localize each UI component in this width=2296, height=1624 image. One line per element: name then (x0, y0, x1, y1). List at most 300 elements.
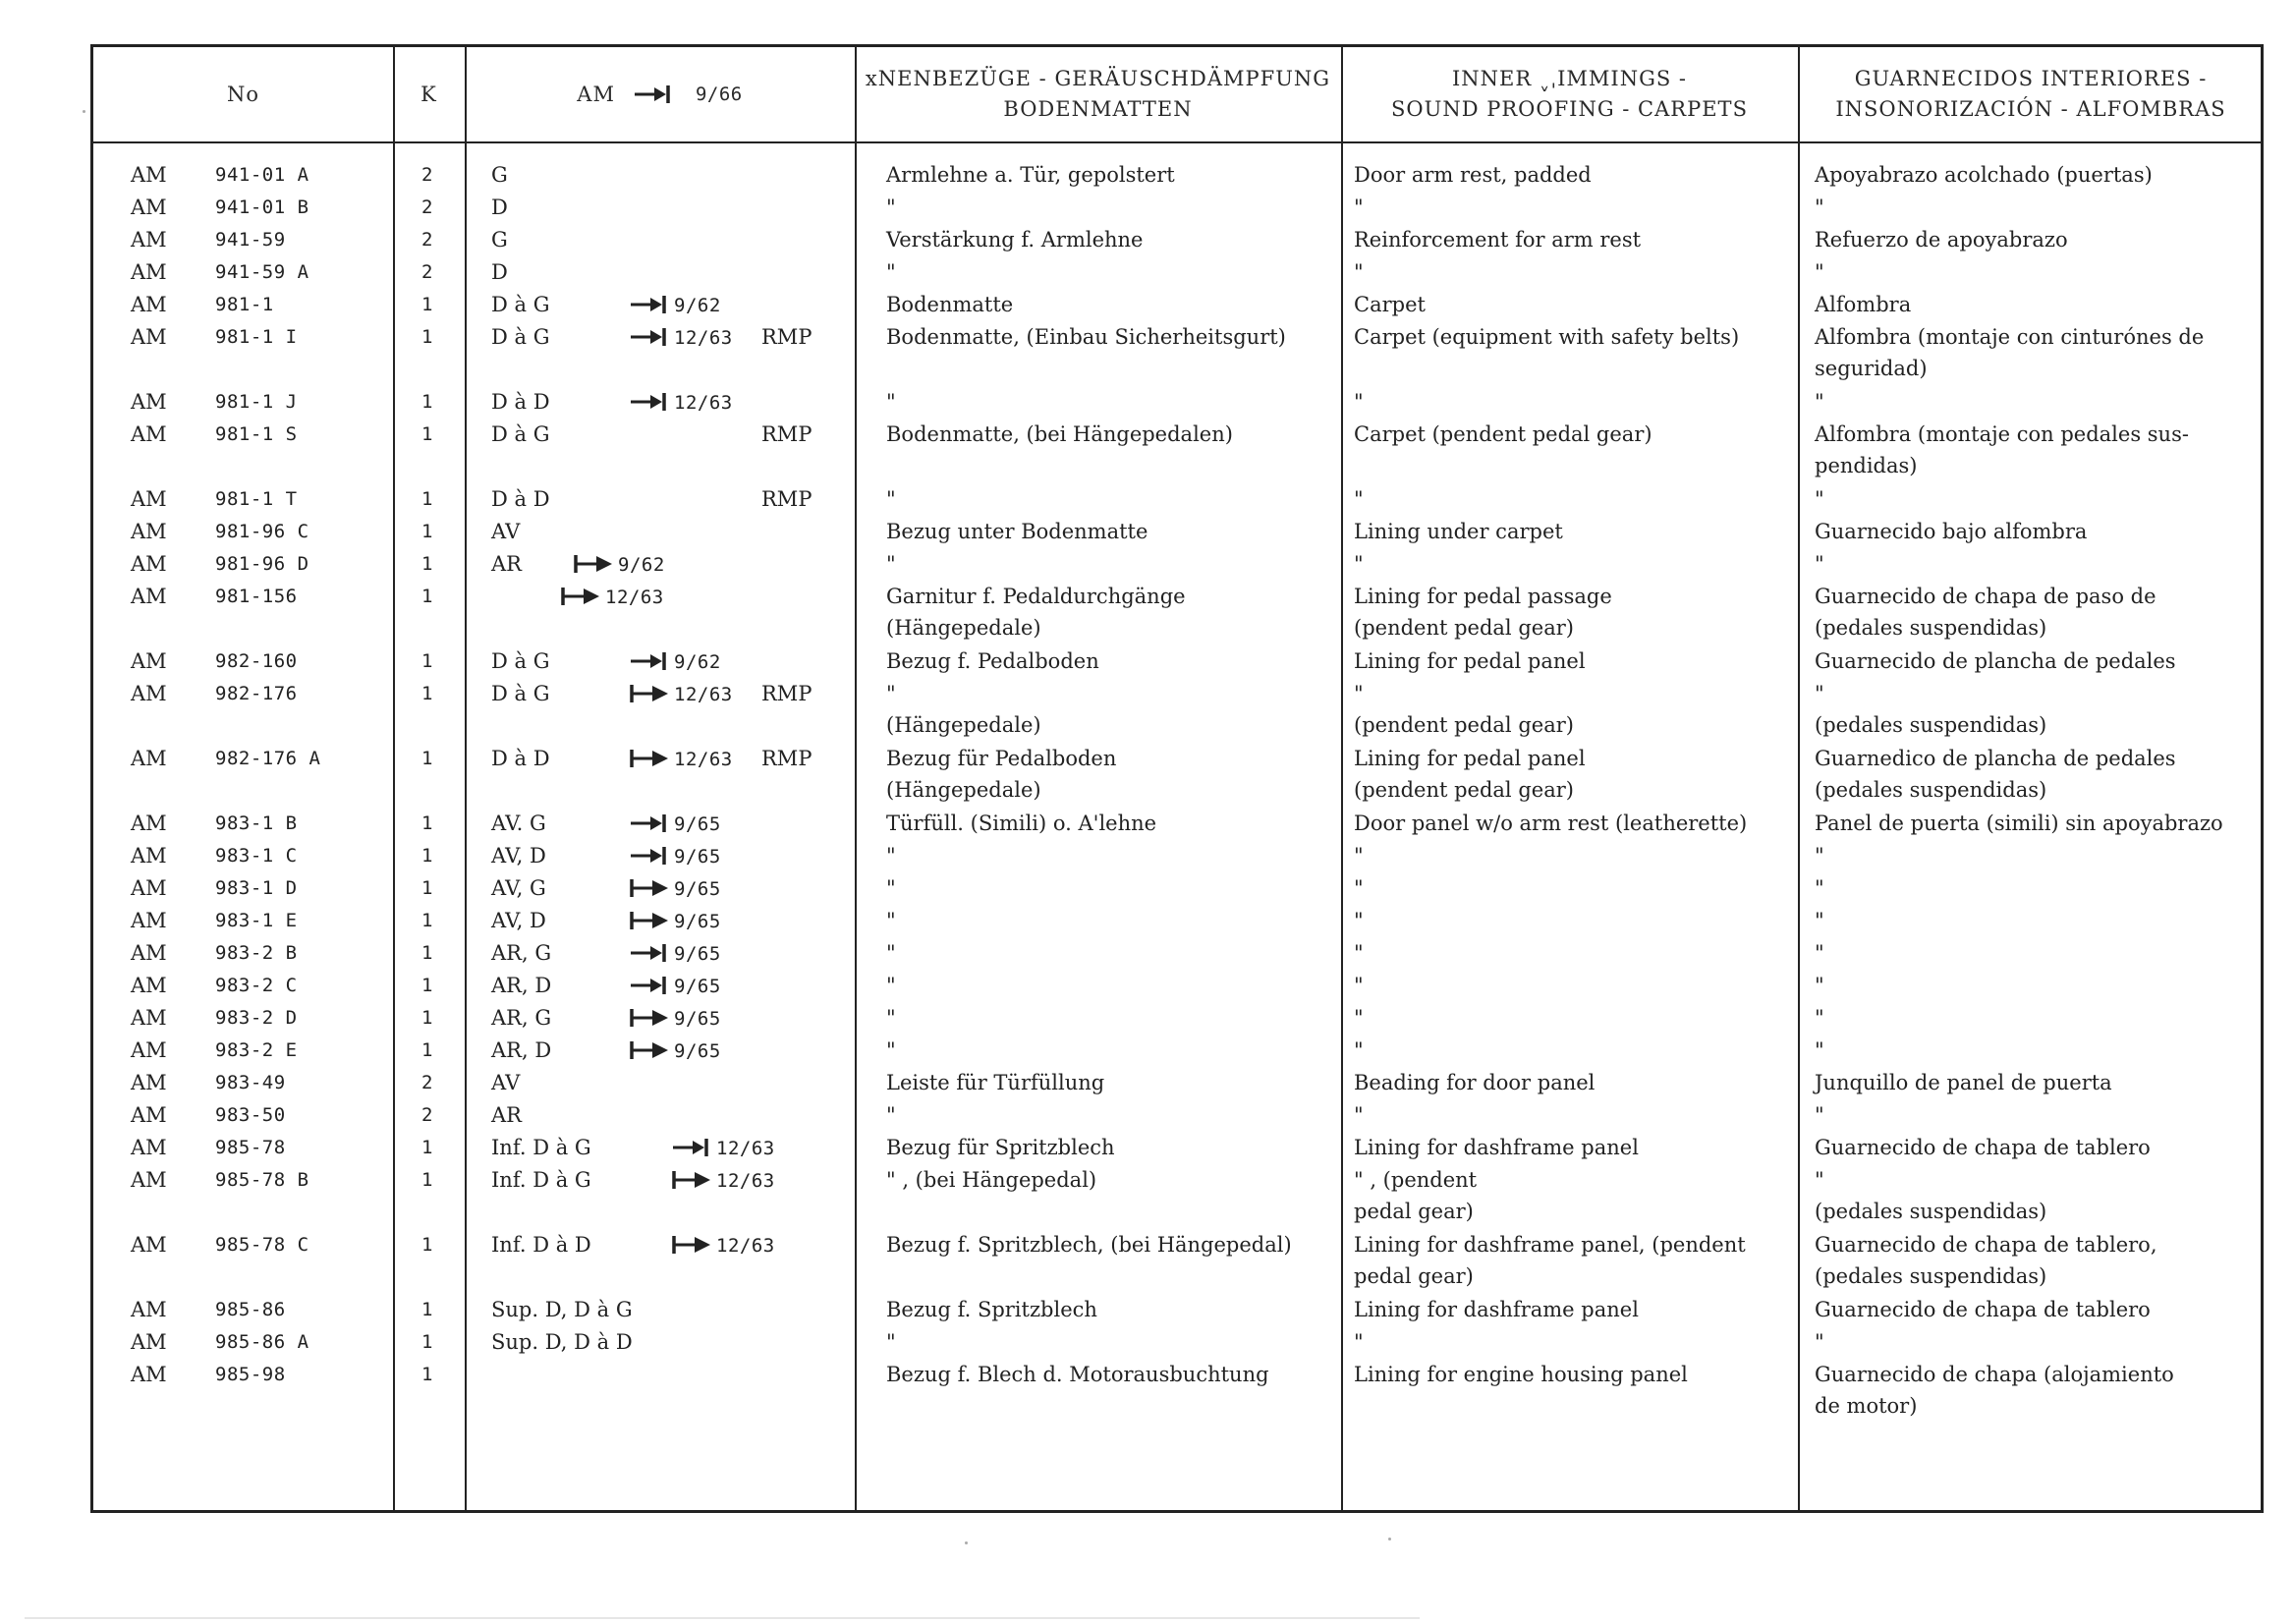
spanish-description: " (1815, 196, 1824, 219)
end-of-production-arrow-icon (629, 975, 672, 996)
scan-speck (1388, 1538, 1391, 1540)
production-date (629, 325, 733, 350)
spanish-description: " (1815, 682, 1824, 705)
production-date (629, 812, 721, 836)
quantity-k: 1 (421, 1039, 433, 1061)
quantity-k: 1 (421, 1364, 433, 1385)
german-description: Bodenmatte, (bei Hängepedalen) (886, 422, 1233, 446)
column-divider (855, 47, 857, 1510)
end-of-production-arrow-icon (629, 650, 672, 672)
german-description: Bodenmatte, (Einbau Sicherheitsgurt) (886, 325, 1286, 349)
applicability: AR (491, 1103, 522, 1127)
part-number: 982-160 (215, 650, 298, 672)
end-of-production-arrow-icon (629, 812, 672, 834)
applicability: AV. G (491, 812, 546, 835)
production-date-value: 9/65 (674, 976, 721, 997)
quantity-k: 1 (421, 391, 433, 413)
production-date-value: 12/63 (605, 587, 664, 608)
production-date-value: 12/63 (674, 684, 733, 705)
part-prefix: AM (131, 390, 167, 414)
german-description: Bezug für Spritzblech (886, 1136, 1115, 1159)
part-prefix: AM (131, 747, 167, 770)
header-divider (93, 141, 2261, 143)
german-description: Bezug für Pedalboden (886, 747, 1117, 770)
spanish-description: Guarnecido bajo alfombra (1815, 520, 2088, 543)
spanish-description: Alfombra (1815, 293, 1912, 316)
german-description: " (886, 196, 896, 219)
production-date-value: 9/62 (674, 295, 721, 316)
production-date (629, 909, 721, 933)
part-number: 982-176 (215, 683, 298, 704)
production-date (629, 844, 721, 868)
part-prefix: AM (131, 941, 167, 965)
english-description: " (1354, 682, 1364, 705)
english-description: Door arm rest, padded (1354, 163, 1592, 187)
column-divider (1798, 47, 1800, 1510)
german-description: " (886, 682, 896, 705)
english-description: " (1354, 390, 1364, 414)
part-number: 985-98 (215, 1364, 286, 1385)
start-of-production-arrow-icon (629, 1007, 672, 1029)
part-prefix: AM (131, 909, 167, 932)
part-prefix: AM (131, 974, 167, 997)
spanish-description: " (1815, 1038, 1824, 1062)
quantity-k: 1 (421, 553, 433, 575)
production-date (629, 293, 721, 317)
part-prefix: AM (131, 1103, 167, 1127)
part-number: 941-59 (215, 229, 286, 251)
column-divider (465, 47, 467, 1510)
german-description: " (886, 974, 896, 997)
applicability: D à G (491, 649, 550, 673)
production-date-value: 9/65 (674, 943, 721, 965)
part-prefix: AM (131, 1298, 167, 1321)
german-description: Bezug f. Pedalboden (886, 649, 1099, 673)
quantity-k: 1 (421, 845, 433, 867)
applicability: AR (491, 552, 522, 576)
german-description: (Hängepedale) (886, 616, 1041, 640)
english-description: (pendent pedal gear) (1354, 616, 1574, 640)
part-prefix: AM (131, 585, 167, 608)
part-prefix: AM (131, 422, 167, 446)
part-prefix: AM (131, 196, 167, 219)
applicability: Sup. D, D à G (491, 1298, 633, 1321)
part-prefix: AM (131, 1233, 167, 1257)
production-date-value: 9/65 (674, 878, 721, 900)
spanish-description: (pedales suspendidas) (1815, 713, 2047, 737)
production-date (629, 876, 721, 901)
applicability: AV (491, 520, 521, 543)
english-description: Door panel w/o arm rest (leatherette) (1354, 812, 1748, 835)
spanish-description: Junquillo de panel de puerta (1815, 1071, 2112, 1094)
part-prefix: AM (131, 163, 167, 187)
spanish-description: (pedales suspendidas) (1815, 616, 2047, 640)
part-prefix: AM (131, 228, 167, 252)
applicability: D à D (491, 747, 550, 770)
part-prefix: AM (131, 876, 167, 900)
part-number: 982-176 A (215, 748, 321, 769)
quantity-k: 1 (421, 586, 433, 607)
part-prefix: AM (131, 682, 167, 705)
rmp-note: RMP (761, 682, 812, 705)
part-number: 941-01 B (215, 196, 309, 218)
end-of-production-arrow-icon (629, 326, 672, 348)
quantity-k: 1 (421, 650, 433, 672)
end-of-production-arrow-icon (629, 391, 672, 413)
spanish-description: Panel de puerta (simili) sin apoyabrazo (1815, 812, 2223, 835)
applicability: D à G (491, 422, 550, 446)
quantity-k: 1 (421, 812, 433, 834)
production-date (629, 974, 721, 998)
german-description: Bezug f. Spritzblech, (bei Hängepedal) (886, 1233, 1292, 1257)
part-prefix: AM (131, 1363, 167, 1386)
german-description: " (886, 1330, 896, 1354)
english-description: Lining for pedal panel (1354, 649, 1586, 673)
part-number: 983-2 B (215, 942, 298, 964)
spanish-description: seguridad) (1815, 357, 1928, 380)
production-date-value: 12/63 (716, 1235, 775, 1257)
english-description: Carpet (equipment with safety belts) (1354, 325, 1740, 349)
german-description: (Hängepedale) (886, 778, 1041, 802)
english-description: (pendent pedal gear) (1354, 713, 1574, 737)
part-prefix: AM (131, 812, 167, 835)
spanish-description: " (1815, 390, 1824, 414)
production-date-value: 9/65 (674, 911, 721, 932)
german-description: " (886, 941, 896, 965)
rmp-note: RMP (761, 487, 812, 511)
quantity-k: 1 (421, 942, 433, 964)
header-english: INNER ˬˌIMMINGS - SOUND PROOFING - CARPETS (1391, 67, 1748, 121)
english-description: Lining for dashframe panel, (pendent (1354, 1233, 1746, 1257)
part-number: 983-2 D (215, 1007, 298, 1029)
production-date (629, 941, 721, 966)
english-description: " (1354, 844, 1364, 868)
part-number: 983-2 E (215, 1039, 298, 1061)
part-number: 981-1 (215, 294, 274, 315)
english-description: Carpet (pendent pedal gear) (1354, 422, 1652, 446)
spanish-description: Alfombra (montaje con pedales sus- (1815, 422, 2189, 446)
applicability: Inf. D à G (491, 1136, 591, 1159)
german-description: Bezug f. Spritzblech (886, 1298, 1097, 1321)
part-number: 983-1 E (215, 910, 298, 931)
production-date (573, 552, 665, 577)
production-date (671, 1233, 775, 1258)
spanish-description: (pedales suspendidas) (1815, 778, 2047, 802)
quantity-k: 1 (421, 1169, 433, 1191)
part-number: 983-49 (215, 1072, 286, 1093)
spanish-description: Guarnecido de plancha de pedales (1815, 649, 2176, 673)
english-description: Lining for engine housing panel (1354, 1363, 1688, 1386)
german-description: Verstärkung f. Armlehne (886, 228, 1144, 252)
quantity-k: 1 (421, 1137, 433, 1158)
quantity-k: 1 (421, 423, 433, 445)
spanish-description: Refuerzo de apoyabrazo (1815, 228, 2068, 252)
english-description: " (1354, 974, 1364, 997)
applicability: Sup. D, D à D (491, 1330, 633, 1354)
applicability: AR, G (491, 941, 552, 965)
scan-edge (25, 1617, 1420, 1619)
spanish-description: " (1815, 1006, 1824, 1030)
production-date-value: 9/65 (674, 1040, 721, 1062)
parts-table (90, 44, 2264, 1513)
part-number: 981-1 I (215, 326, 298, 348)
start-of-production-arrow-icon (629, 1039, 672, 1061)
quantity-k: 1 (421, 488, 433, 510)
production-date-value: 12/63 (674, 392, 733, 414)
start-of-production-arrow-icon (671, 1169, 714, 1191)
german-description: " , (bei Hängepedal) (886, 1168, 1097, 1192)
german-description: " (886, 1103, 896, 1127)
part-number: 985-78 C (215, 1234, 309, 1256)
english-description: Carpet (1354, 293, 1426, 316)
german-description: (Hängepedale) (886, 713, 1041, 737)
german-description: " (886, 390, 896, 414)
production-date-value: 9/62 (674, 651, 721, 673)
production-date-value: 12/63 (674, 749, 733, 770)
quantity-k: 1 (421, 975, 433, 996)
header-spanish: GUARNECIDOS INTERIORES - INSONORIZACIÓN - ALFOMBRAS (1835, 67, 2226, 121)
german-description: " (886, 909, 896, 932)
part-number: 985-86 (215, 1299, 286, 1320)
production-date (629, 747, 733, 771)
part-prefix: AM (131, 1038, 167, 1062)
spanish-description: Guarnecido de chapa (alojamiento (1815, 1363, 2174, 1386)
header-k: K (420, 82, 437, 106)
part-number: 983-1 B (215, 812, 298, 834)
part-prefix: AM (131, 487, 167, 511)
quantity-k: 2 (421, 164, 433, 186)
spanish-description: " (1815, 1330, 1824, 1354)
quantity-k: 2 (421, 261, 433, 283)
english-description: Lining for pedal panel (1354, 747, 1586, 770)
quantity-k: 1 (421, 1234, 433, 1256)
spanish-description: Guarnecido de chapa de tablero (1815, 1298, 2151, 1321)
english-description: Lining for pedal passage (1354, 585, 1612, 608)
spanish-description: " (1815, 1103, 1824, 1127)
start-of-production-arrow-icon (671, 1234, 714, 1256)
quantity-k: 1 (421, 294, 433, 315)
part-number: 983-1 C (215, 845, 298, 867)
production-date-value: 9/62 (618, 554, 665, 576)
rmp-note: RMP (761, 325, 812, 349)
applicability: D à G (491, 293, 550, 316)
part-prefix: AM (131, 1071, 167, 1094)
scan-speck (965, 1541, 968, 1544)
applicability: Inf. D à G (491, 1168, 591, 1192)
applicability: D (491, 260, 508, 284)
start-of-production-arrow-icon (560, 586, 603, 607)
part-number: 941-59 A (215, 261, 309, 283)
spanish-description: " (1815, 844, 1824, 868)
part-prefix: AM (131, 649, 167, 673)
quantity-k: 1 (421, 1007, 433, 1029)
english-description: " (1354, 1038, 1364, 1062)
production-date (629, 390, 733, 415)
german-description: Armlehne a. Tür, gepolstert (886, 163, 1175, 187)
quantity-k: 2 (421, 229, 433, 251)
applicability: AV, D (491, 909, 546, 932)
part-number: 985-86 A (215, 1331, 309, 1353)
applicability: AR, G (491, 1006, 552, 1030)
production-date (629, 649, 721, 674)
english-description: " (1354, 1330, 1364, 1354)
spanish-description: pendidas) (1815, 454, 1918, 477)
english-description: " (1354, 260, 1364, 284)
applicability: AV (491, 1071, 521, 1094)
applicability: G (491, 228, 508, 252)
quantity-k: 1 (421, 683, 433, 704)
production-date (671, 1136, 775, 1160)
start-of-production-arrow-icon (629, 877, 672, 899)
production-date-value: 9/65 (674, 1008, 721, 1030)
quantity-k: 1 (421, 877, 433, 899)
german-description: Garnitur f. Pedaldurchgänge (886, 585, 1186, 608)
spanish-description: " (1815, 260, 1824, 284)
part-prefix: AM (131, 552, 167, 576)
part-prefix: AM (131, 844, 167, 868)
start-of-production-arrow-icon (629, 748, 672, 769)
part-number: 985-78 (215, 1137, 286, 1158)
quantity-k: 1 (421, 1331, 433, 1353)
rmp-note: RMP (761, 747, 812, 770)
german-description: " (886, 552, 896, 576)
scan-speck (83, 110, 85, 113)
english-description: Beading for door panel (1354, 1071, 1596, 1094)
spanish-description: " (1815, 487, 1824, 511)
german-description: " (886, 260, 896, 284)
part-prefix: AM (131, 260, 167, 284)
start-of-production-arrow-icon (629, 683, 672, 704)
quantity-k: 1 (421, 1299, 433, 1320)
german-description: Bezug unter Bodenmatte (886, 520, 1148, 543)
spanish-description: " (1815, 1168, 1824, 1192)
header-german: хNENBEZÜGE - GERÄUSCHDÄMPFUNG BODENMATTEN (865, 67, 1331, 121)
part-number: 981-96 C (215, 521, 309, 542)
column-divider (1341, 47, 1343, 1510)
part-prefix: AM (131, 1136, 167, 1159)
spanish-description: " (1815, 974, 1824, 997)
applicability: D à D (491, 487, 550, 511)
applicability: AR, D (491, 1038, 552, 1062)
english-description: " , (pendent (1354, 1168, 1478, 1192)
spanish-description: Guarnecido de chapa de paso de (1815, 585, 2156, 608)
part-number: 981-1 S (215, 423, 298, 445)
production-date (671, 1168, 775, 1193)
part-number: 981-96 D (215, 553, 309, 575)
spanish-description: Apoyabrazo acolchado (puertas) (1815, 163, 2153, 187)
part-number: 983-50 (215, 1104, 286, 1126)
part-prefix: AM (131, 1006, 167, 1030)
quantity-k: 1 (421, 326, 433, 348)
german-description: " (886, 487, 896, 511)
english-description: " (1354, 196, 1364, 219)
german-description: Bodenmatte (886, 293, 1014, 316)
applicability: D (491, 196, 508, 219)
applicability: AV, G (491, 876, 546, 900)
production-date (629, 1038, 721, 1063)
english-description: Lining for dashframe panel (1354, 1298, 1639, 1321)
german-description: " (886, 876, 896, 900)
header-applicability: AM 9/66 (577, 82, 743, 106)
part-prefix: AM (131, 293, 167, 316)
quantity-k: 2 (421, 196, 433, 218)
part-number: 985-78 B (215, 1169, 309, 1191)
end-of-production-arrow-icon (633, 84, 676, 105)
column-divider (393, 47, 395, 1510)
part-prefix: AM (131, 325, 167, 349)
english-description: " (1354, 552, 1364, 576)
spanish-description: (pedales suspendidas) (1815, 1200, 2047, 1223)
english-description: pedal gear) (1354, 1200, 1474, 1223)
part-number: 983-1 D (215, 877, 298, 899)
end-of-production-arrow-icon (671, 1137, 714, 1158)
spanish-description: " (1815, 552, 1824, 576)
applicability: G (491, 163, 508, 187)
spanish-description: Guarnedico de plancha de pedales (1815, 747, 2176, 770)
english-description: (pendent pedal gear) (1354, 778, 1574, 802)
german-description: " (886, 1038, 896, 1062)
part-number: 983-2 C (215, 975, 298, 996)
rmp-note: RMP (761, 422, 812, 446)
header-no: No (226, 82, 260, 106)
english-description: Reinforcement for arm rest (1354, 228, 1642, 252)
part-prefix: AM (131, 1330, 167, 1354)
spanish-description: Guarnecido de chapa de tablero, (1815, 1233, 2157, 1257)
quantity-k: 1 (421, 748, 433, 769)
production-date-value: 12/63 (716, 1138, 775, 1159)
english-description: " (1354, 909, 1364, 932)
production-date-value: 12/63 (716, 1170, 775, 1192)
end-of-production-arrow-icon (629, 294, 672, 315)
spanish-description: " (1815, 941, 1824, 965)
german-description: Türfüll. (Simili) o. A'lehne (886, 812, 1157, 835)
applicability: D à D (491, 390, 550, 414)
quantity-k: 1 (421, 521, 433, 542)
applicability: Inf. D à D (491, 1233, 591, 1257)
start-of-production-arrow-icon (573, 553, 616, 575)
spanish-description: de motor) (1815, 1394, 1918, 1418)
production-date (560, 585, 664, 609)
production-date (629, 1006, 721, 1031)
german-description: " (886, 844, 896, 868)
spanish-description: Guarnecido de chapa de tablero (1815, 1136, 2151, 1159)
part-number: 981-1 T (215, 488, 298, 510)
applicability: AR, D (491, 974, 552, 997)
spanish-description: Alfombra (montaje con cinturónes de (1815, 325, 2205, 349)
part-number: 981-1 J (215, 391, 298, 413)
production-date-value: 12/63 (674, 327, 733, 349)
applicability: D à G (491, 325, 550, 349)
english-description: " (1354, 1103, 1364, 1127)
english-description: " (1354, 1006, 1364, 1030)
english-description: pedal gear) (1354, 1264, 1474, 1288)
english-description: " (1354, 876, 1364, 900)
quantity-k: 2 (421, 1072, 433, 1093)
german-description: Leiste für Türfüllung (886, 1071, 1105, 1094)
end-of-production-arrow-icon (629, 942, 672, 964)
production-date (629, 682, 733, 706)
quantity-k: 1 (421, 910, 433, 931)
quantity-k: 2 (421, 1104, 433, 1126)
part-prefix: AM (131, 1168, 167, 1192)
english-description: Lining under carpet (1354, 520, 1563, 543)
part-number: 981-156 (215, 586, 298, 607)
applicability: AV, D (491, 844, 546, 868)
end-of-production-arrow-icon (629, 845, 672, 867)
english-description: Lining for dashframe panel (1354, 1136, 1639, 1159)
part-prefix: AM (131, 520, 167, 543)
part-number: 941-01 A (215, 164, 309, 186)
